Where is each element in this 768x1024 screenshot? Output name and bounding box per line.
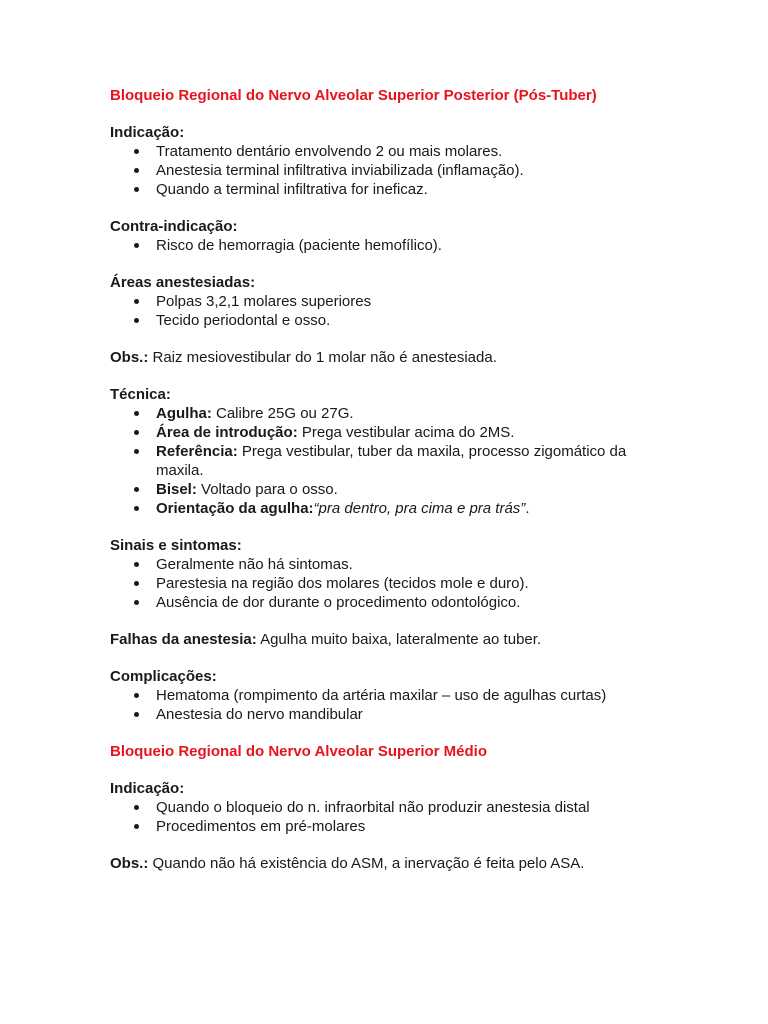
obs-label-2: Obs.: — [110, 855, 149, 872]
indicacao-list-2 — [110, 798, 660, 836]
item-text-italic: “pra dentro, pra cima e pra trás” — [313, 500, 526, 517]
tecnica-heading: Técnica: — [110, 386, 171, 403]
item-label: Área de introdução: — [156, 424, 298, 441]
contra-indicacao-section — [110, 217, 660, 255]
list-item: Tecido periodontal e osso. — [110, 311, 660, 330]
complicacoes-section — [110, 667, 660, 724]
section-title-medio: Bloqueio Regional do Nervo Alveolar Superior Médio — [110, 743, 487, 760]
item-text: Prega vestibular, tuber da maxila, processo zigomático da maxila. — [156, 443, 627, 479]
obs-paragraph — [110, 348, 660, 367]
item-text: Calibre 25G ou 27G. — [211, 405, 354, 422]
list-item: Procedimentos em pré-molares — [110, 817, 660, 836]
list-item: Parestesia na região dos molares (tecidos mole e duro). — [110, 574, 660, 593]
section-title-posterior: Bloqueio Regional do Nervo Alveolar Superior Posterior (Pós-Tuber) — [110, 87, 597, 104]
sinais-heading: Sinais e sintomas: — [110, 537, 242, 554]
item-label: Orientação da agulha: — [156, 500, 314, 517]
complicacoes-list — [110, 686, 660, 724]
falhas-text: Agulha muito baixa, lateralmente ao tuber. — [256, 631, 542, 648]
item-text: Voltado para o osso. — [196, 481, 338, 498]
item-text: Prega vestibular acima do 2MS. — [297, 424, 515, 441]
list-item: Anestesia terminal infiltrativa inviabilizada (inflamação). — [110, 161, 660, 180]
list-item: Risco de hemorragia (paciente hemofílico). — [110, 236, 660, 255]
indicacao-section — [110, 123, 660, 199]
contra-indicacao-list — [110, 236, 660, 255]
sinais-list — [110, 555, 660, 612]
obs-label: Obs.: — [110, 349, 149, 366]
list-item — [110, 442, 660, 480]
indicacao-section-2 — [110, 779, 660, 836]
falhas-paragraph — [110, 630, 660, 649]
item-label: Bisel: — [156, 481, 197, 498]
areas-list — [110, 292, 660, 330]
list-item: Geralmente não há sintomas. — [110, 555, 660, 574]
obs-paragraph-2 — [110, 854, 660, 873]
list-item: Quando a terminal infiltrativa for ineficaz. — [110, 180, 660, 199]
tecnica-section — [110, 385, 660, 518]
list-item — [110, 499, 660, 518]
list-item: Quando o bloqueio do n. infraorbital não produzir anestesia distal — [110, 798, 660, 817]
areas-heading: Áreas anestesiadas: — [110, 274, 256, 291]
areas-section — [110, 273, 660, 330]
list-item — [110, 480, 660, 499]
tecnica-list — [110, 404, 660, 518]
indicacao-heading-2: Indicação: — [110, 780, 185, 797]
complicacoes-heading: Complicações: — [110, 668, 217, 685]
indicacao-list — [110, 142, 660, 199]
sinais-section — [110, 536, 660, 612]
obs-text-2: Quando não há existência do ASM, a inervação é feita pelo ASA. — [148, 855, 585, 872]
contra-indicacao-heading: Contra-indicação: — [110, 218, 238, 235]
item-text-tail: . — [525, 500, 530, 517]
list-item: Tratamento dentário envolvendo 2 ou mais molares. — [110, 142, 660, 161]
document-page — [110, 86, 660, 873]
indicacao-heading: Indicação: — [110, 124, 185, 141]
list-item — [110, 423, 660, 442]
item-label: Agulha: — [156, 405, 212, 422]
falhas-label: Falhas da anestesia: — [110, 631, 257, 648]
list-item: Anestesia do nervo mandibular — [110, 705, 660, 724]
list-item — [110, 404, 660, 423]
list-item: Ausência de dor durante o procedimento odontológico. — [110, 593, 660, 612]
list-item: Hematoma (rompimento da artéria maxilar – uso de agulhas curtas) — [110, 686, 660, 705]
list-item: Polpas 3,2,1 molares superiores — [110, 292, 660, 311]
obs-text: Raiz mesiovestibular do 1 molar não é anestesiada. — [148, 349, 497, 366]
item-label: Referência: — [156, 443, 238, 460]
